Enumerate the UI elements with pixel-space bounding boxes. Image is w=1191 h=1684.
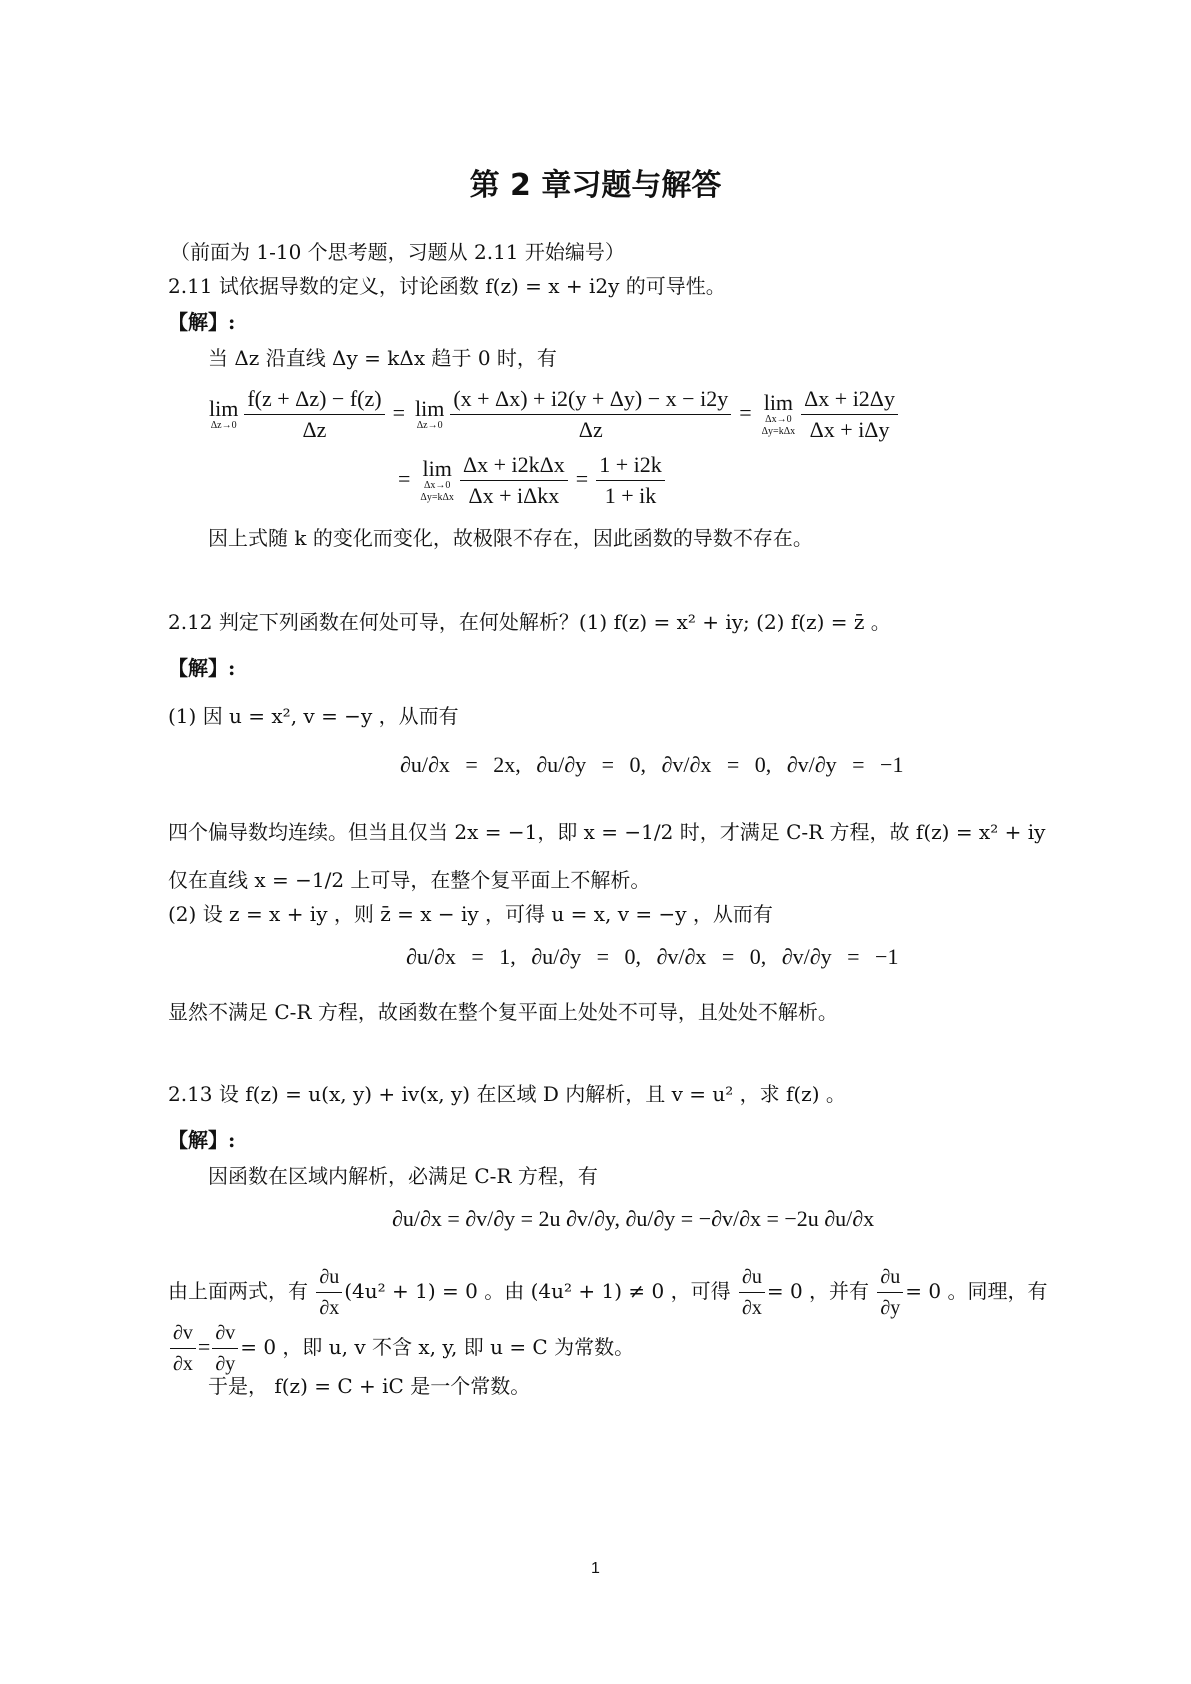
problem-2-13-intro: 因函数在区域内解析，必满足 C-R 方程，有 <box>208 1164 598 1188</box>
limit-op: lim Δz→0 <box>414 395 445 431</box>
limit-formula-row-2: = lim Δx→0 Δy=kΔx $\frac{\text{Δx + i2kΔx}}{\text{Δx + iΔkx}}$ = $\frac{1 + i2k}{1 + ik}$ <box>392 450 667 511</box>
limit-op: lim Δz→0 <box>209 395 239 431</box>
partial-derivative: ∂v/∂x = 0, <box>661 752 772 777</box>
partial-derivative: ∂v/∂x = 0, <box>656 944 767 969</box>
partial-derivatives-2 <box>406 944 898 970</box>
partial-derivative: ∂v/∂y = −1 <box>786 752 904 777</box>
problem-2-12-header: 2.12 判定下列函数在何处可导，在何处解析？(1) f(z) = x² + iy; (2) f(z) = z̄ 。 <box>168 610 891 634</box>
solution-label: 【解】: <box>168 656 236 680</box>
solution-label: 【解】: <box>168 1128 236 1152</box>
limit-op: lim Δx→0 Δy=kΔx <box>761 389 796 437</box>
problem-2-12-part2-intro: (2) 设 z = x + iy ，则 z̄ = x − iy ，可得 u = x, v = −y ，从而有 <box>168 902 773 926</box>
cauchy-riemann-formula: ∂u/∂x = ∂v/∂y = 2u ∂v/∂y, ∂u/∂y = −∂v/∂x = −2u ∂u/∂x <box>392 1206 875 1231</box>
problem-2-13-reasoning-line-2: $\frac{\partial v}{\partial x}$ = $\frac{\partial v}{\partial y}$ = 0 ，即 u, v 不含 x, y, 即 u = C 为常数。 <box>168 1318 634 1379</box>
problem-2-12-part1-text-2: 仅在直线 x = −1/2 上可导，在整个复平面上不解析。 <box>168 868 651 892</box>
problem-2-11-conclusion: 因上式随 k 的变化而变化，故极限不存在，因此函数的导数不存在。 <box>208 526 813 550</box>
fraction: $\frac{(x + \Delta x) + i2(y + \Delta y) - x - i2y}{\Delta z}$ <box>450 384 731 445</box>
page-number: 1 <box>591 1560 600 1577</box>
partial-derivative: ∂u/∂y = 0, <box>536 752 647 777</box>
problem-2-12-part1-intro: (1) 因 u = x², v = −y ，从而有 <box>168 704 459 728</box>
problem-2-13-header: 2.13 设 f(z) = u(x, y) + iv(x, y) 在区域 D 内解析，且 v = u² ，求 f(z) 。 <box>168 1082 846 1106</box>
intro-note: （前面为 1-10 个思考题，习题从 2.11 开始编号） <box>170 240 625 264</box>
partial-derivative: ∂u/∂y = 0, <box>531 944 642 969</box>
problem-2-12-part2-text: 显然不满足 C-R 方程，故函数在整个复平面上处处不可导，且处处不解析。 <box>168 1000 838 1024</box>
problem-2-12-part1-text-1: 四个偏导数均连续。但当且仅当 2x = −1，即 x = −1/2 时，才满足 C-R 方程，故 f(z) = x² + iy <box>168 820 1046 844</box>
problem-2-11-line-1: 当 Δz 沿直线 Δy = kΔx 趋于 0 时，有 <box>208 346 557 370</box>
partial-derivative: ∂u/∂x = 1, <box>406 944 516 969</box>
page-title: 第 2 章习题与解答 <box>469 168 722 203</box>
partial-derivatives-1 <box>400 752 903 778</box>
limit-op: lim Δx→0 Δy=kΔx <box>420 455 454 503</box>
problem-2-13-conclusion: 于是， f(z) = C + iC 是一个常数。 <box>208 1374 531 1398</box>
limit-formula-row-1: lim Δz→0 $\frac{f(z + \Delta z) - f(z)}{\Delta z}$ = lim Δz→0 $\frac{(x + \Delta x) + i2(y + \Delta y) - x - i2y}{\Delta z}$ = lim Δx→0 Δy=kΔx $\frac{\Delta x + i2\Delta y}{\text{Δx + iΔy}}$ <box>205 384 900 445</box>
solution-label: 【解】: <box>168 310 236 334</box>
partial-derivative: ∂u/∂x = 2x, <box>400 752 521 777</box>
problem-2-11-header: 2.11 试依据导数的定义，讨论函数 f(z) = x + i2y 的可导性。 <box>168 274 726 298</box>
fraction: $\frac{\Delta x + i2\Delta y}{\text{Δx + iΔy}}$ <box>801 384 898 445</box>
problem-2-13-reasoning-line-1: 由上面两式，有 $\frac{\partial u}{\partial x}$ (4u² + 1) = 0 。由 (4u² + 1) ≠ 0 ，可得 $\frac{\partial u}{\partial x}$ = 0 ，并有 $\frac{\partial u}{\partial y}$ = 0 。同理，有 <box>168 1262 1047 1323</box>
fraction: $\frac{\text{Δx + i2kΔx}}{\text{Δx + iΔkx}}$ <box>460 450 568 511</box>
partial-derivative: ∂v/∂y = −1 <box>781 944 899 969</box>
fraction: $\frac{f(z + \Delta z) - f(z)}{\Delta z}$ <box>244 384 384 445</box>
fraction: $\frac{1 + i2k}{1 + ik}$ <box>596 450 665 511</box>
